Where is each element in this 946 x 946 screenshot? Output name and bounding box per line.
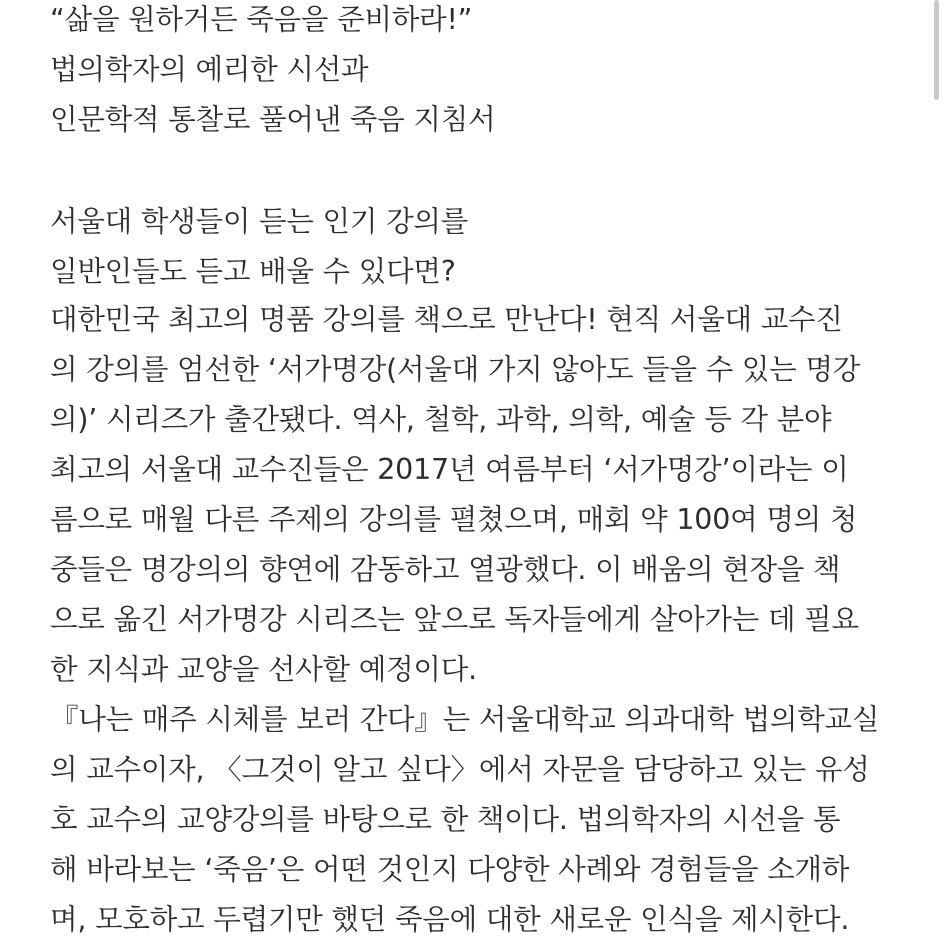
text-line: 해 바라보는 ‘죽음’은 어떤 것인지 다양한 사례와 경험들을 소개하 [50, 853, 850, 886]
text-line: 최고의 서울대 교수진들은 2017년 여름부터 ‘서가명강’이라는 이 [50, 453, 849, 486]
text-line: 의)’ 시리즈가 출간됐다. 역사, 철학, 과학, 의학, 예술 등 각 분야 [50, 403, 832, 436]
text-line: 법의학자의 예리한 시선과 [50, 53, 369, 86]
text-line: 『나는 매주 시체를 보러 간다』는 서울대학교 의과대학 법의학교실 [50, 703, 880, 736]
scrollbar[interactable] [934, 0, 939, 100]
text-line: 호 교수의 교양강의를 바탕으로 한 책이다. 법의학자의 시선을 통 [50, 803, 841, 836]
text-line: 인문학적 통찰로 풀어낸 죽음 지침서 [50, 103, 496, 136]
text-line: 의 교수이자, 〈그것이 알고 싶다〉에서 자문을 담당하고 있는 유성 [50, 753, 870, 786]
text-line: 름으로 매월 다른 주제의 강의를 펼쳤으며, 매회 약 100여 명의 청 [50, 503, 858, 536]
text-line: 대한민국 최고의 명품 강의를 책으로 만난다! 현직 서울대 교수진 [50, 303, 843, 336]
text-line: 일반인들도 듣고 배울 수 있다면? [50, 255, 456, 288]
text-line: 서울대 학생들이 듣는 인기 강의를 [50, 205, 469, 238]
text-line: 며, 모호하고 두렵기만 했던 죽음에 대한 새로운 인식을 제시한다. [50, 903, 850, 936]
text-line: 으로 옮긴 서가명강 시리즈는 앞으로 독자들에게 살아가는 데 필요 [50, 603, 859, 636]
text-line: “삶을 원하거든 죽음을 준비하라!” [50, 3, 473, 36]
text-line: 한 지식과 교양을 선사할 예정이다. [50, 653, 477, 686]
text-line: 의 강의를 엄선한 ‘서가명강(서울대 가지 않아도 들을 수 있는 명강 [50, 353, 861, 386]
text-line: 중들은 명강의의 향연에 감동하고 열광했다. 이 배움의 현장을 책 [50, 553, 841, 586]
